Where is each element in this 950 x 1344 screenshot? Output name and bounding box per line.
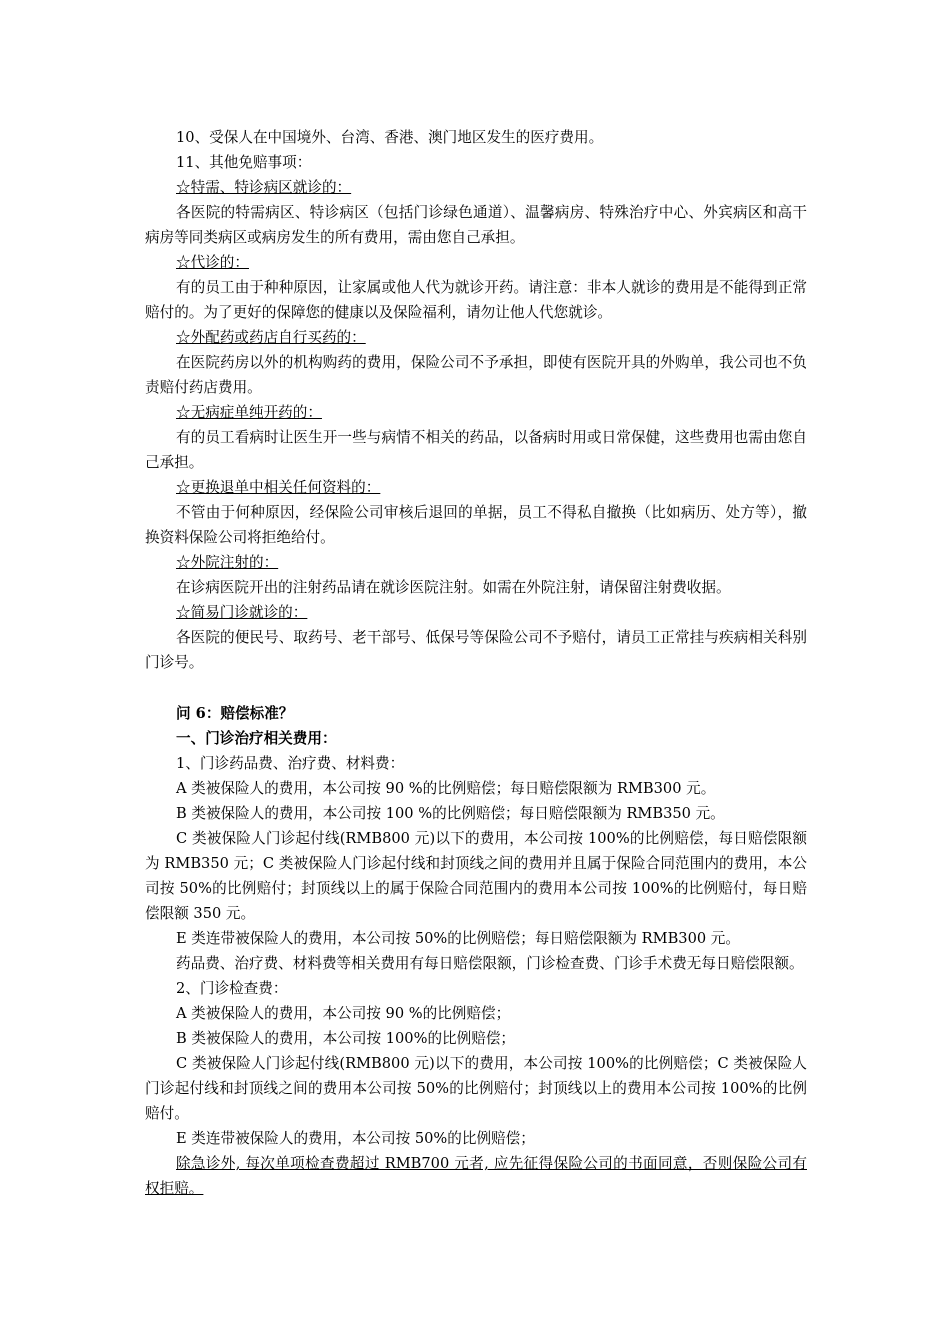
section-spacer [145,675,807,701]
sub2-line-a: A 类被保险人的费用，本公司按 90 %的比例赔偿； [176,1005,511,1022]
exclusion-heading-external-injection: ☆外院注射的： [176,554,279,571]
exclusion-body-proxy-visit: 有的员工由于种种原因，让家属或他人代为就诊开药。请注意：非本人就诊的费用是不能得到正常赔付的。为了更好的保障您的健康以及保险福利，请勿让他人代您就诊。 [145,279,807,321]
subsection-2-title: 2、门诊检查费： [176,980,288,997]
exclusion-heading-document-change: ☆更换退单中相关任何资料的： [176,479,381,496]
exclusion-heading-proxy-visit: ☆代诊的： [176,254,249,271]
exclusion-heading-special-ward: ☆特需、特诊病区就诊的： [176,179,352,196]
sub2-approval-note: 除急诊外, 每次单项检查费超过 RMB700 元者, 应先征得保险公司的书面同意，否则保险公司有权拒赔。 [145,1155,807,1197]
subsection-1-title: 1、门诊药品费、治疗费、材料费： [176,755,405,772]
sub2-line-e: E 类连带被保险人的费用，本公司按 50%的比例赔偿； [176,1130,535,1147]
question-6-title: 问 6：赔偿标准？ [176,705,294,722]
exclusion-heading-simple-clinic: ☆简易门诊就诊的： [176,604,308,621]
exclusion-heading-no-symptom: ☆无病症单纯开药的： [176,404,322,421]
sub2-line-b: B 类被保险人的费用，本公司按 100%的比例赔偿； [176,1030,516,1047]
exclusion-body-external-injection: 在诊病医院开出的注射药品请在就诊医院注射。如需在外院注射，请保留注射费收据。 [176,579,731,596]
exclusion-body-no-symptom: 有的员工看病时让医生开一些与病情不相关的药品，以备病时用或日常保健，这些费用也需由您自己承担。 [145,429,807,471]
exclusion-body-external-pharmacy: 在医院药房以外的机构购药的费用，保险公司不予承担，即使有医院开具的外购单，我公司也不负责赔付药店费用。 [145,354,807,396]
sub2-line-c: C 类被保险人门诊起付线(RMB800 元)以下的费用，本公司按 100%的比例赔偿；C 类被保险人门诊起付线和封顶线之间的费用本公司按 50%的比例赔付；封顶线以上的费用本公司按 100%的比例赔付。 [145,1055,807,1122]
exclusion-item-10: 10、受保人在中国境外、台湾、香港、澳门地区发生的医疗费用。 [176,129,604,146]
exclusion-body-simple-clinic: 各医院的便民号、取药号、老干部号、低保号等保险公司不予赔付，请员工正常挂与疾病相关科别门诊号。 [145,629,807,671]
sub1-line-note: 药品费、治疗费、材料费等相关费用有每日赔偿限额，门诊检查费、门诊手术费无每日赔偿限额。 [176,955,804,972]
sub1-line-e: E 类连带被保险人的费用，本公司按 50%的比例赔偿；每日赔偿限额为 RMB300 元。 [176,930,740,947]
exclusion-item-11: 11、其他免赔事项： [176,154,312,171]
exclusion-body-special-ward: 各医院的特需病区、特诊病区（包括门诊绿色通道）、温馨病房、特殊治疗中心、外宾病区和高干病房等同类病区或病房发生的所有费用，需由您自己承担。 [145,204,807,246]
exclusion-heading-external-pharmacy: ☆外配药或药店自行买药的： [176,329,366,346]
sub1-line-a: A 类被保险人的费用，本公司按 90 %的比例赔偿；每日赔偿限额为 RMB300 元。 [176,780,716,797]
sub1-line-c: C 类被保险人门诊起付线(RMB800 元)以下的费用，本公司按 100%的比例赔偿，每日赔偿限额为 RMB350 元；C 类被保险人门诊起付线和封顶线之间的费用并且属于保险合同范围内的费用，本公司按 50%的比例赔付；封顶线以上的属于保险合同范围内的费用本公司按 100%的比例赔付，每日赔偿限额 350 元。 [145,830,807,922]
section-1-title: 一、门诊治疗相关费用： [176,730,337,747]
document-body [145,125,807,1201]
exclusion-body-document-change: 不管由于何种原因，经保险公司审核后退回的单据，员工不得私自撤换（比如病历、处方等），撤换资料保险公司将拒绝给付。 [145,504,807,546]
sub1-line-b: B 类被保险人的费用，本公司按 100 %的比例赔偿；每日赔偿限额为 RMB350 元。 [176,805,725,822]
